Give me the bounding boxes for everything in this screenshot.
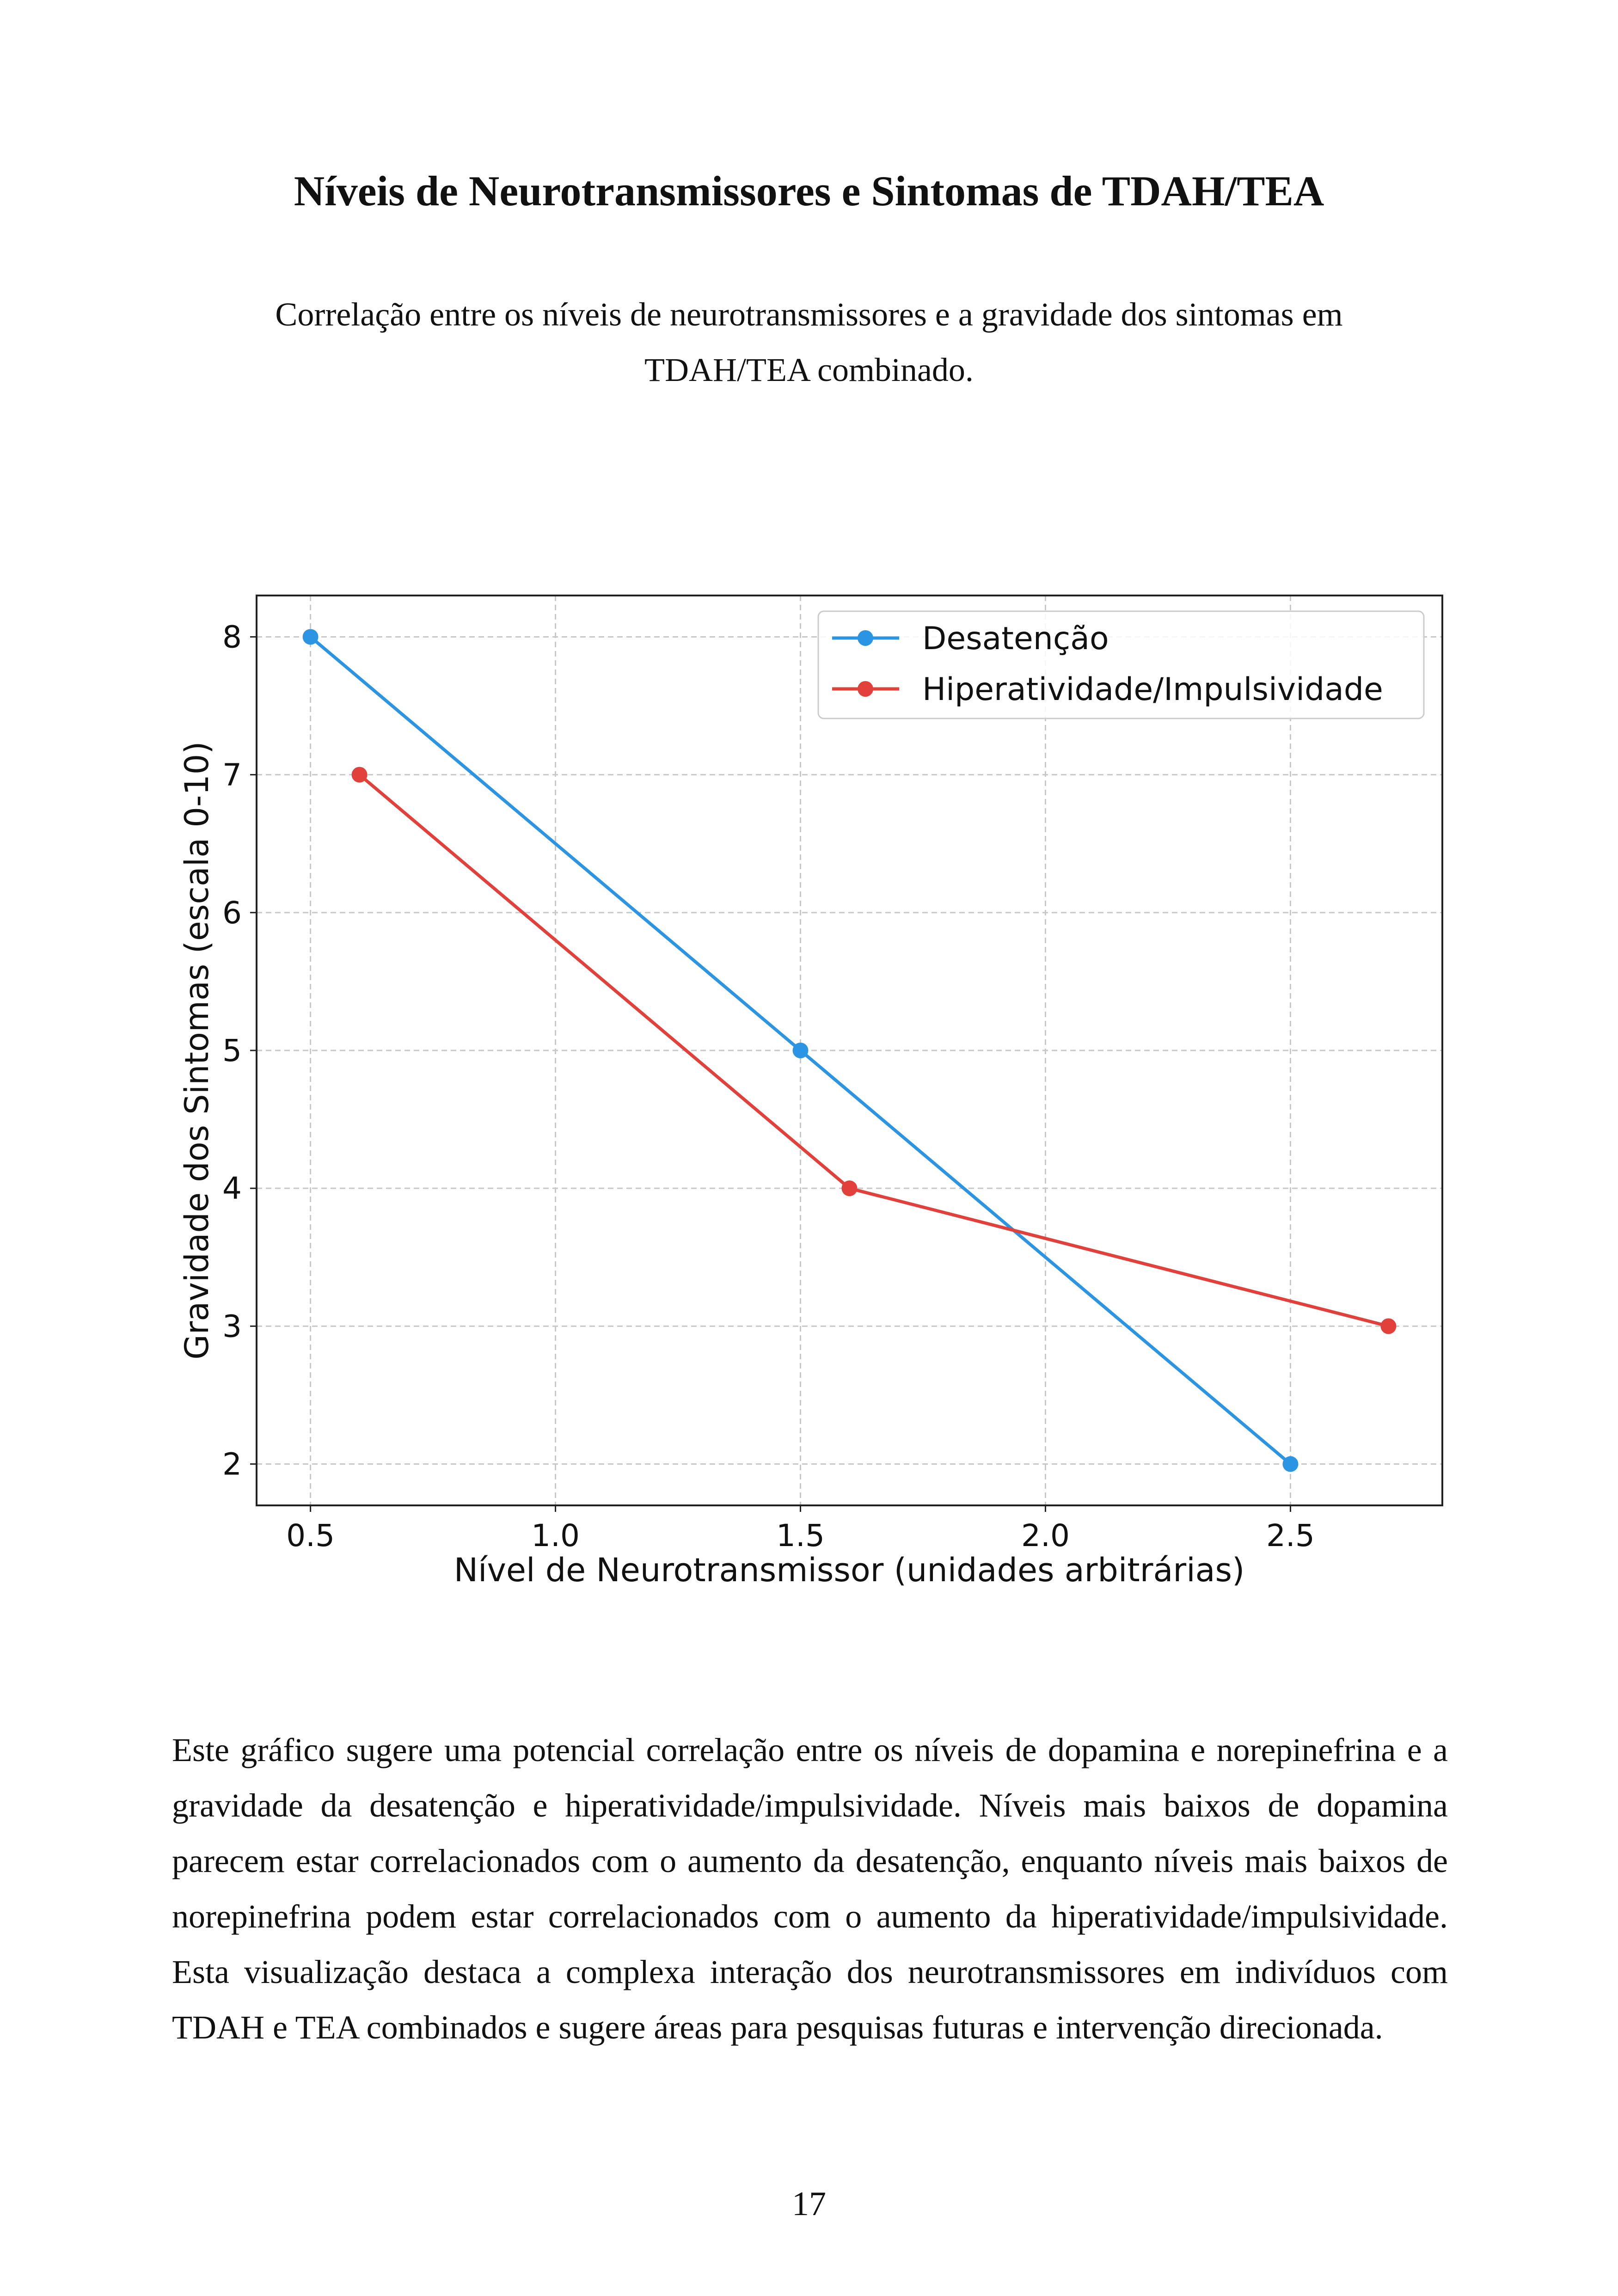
- y-tick-label: 3: [222, 1308, 242, 1344]
- y-tick-label: 2: [222, 1446, 242, 1482]
- figure-caption: Correlação entre os níveis de neurotransmissores e a gravidade dos sintomas em TDAH/TEA combinado.: [275, 296, 1343, 388]
- legend-label: Desatenção: [922, 620, 1109, 657]
- x-tick-label: 2.5: [1266, 1518, 1315, 1553]
- figure-heading: Níveis de Neurotransmissores e Sintomas de TDAH/TEA: [294, 167, 1324, 215]
- series-line-2: [360, 775, 1389, 1326]
- body-paragraph: Este gráfico sugere uma potencial correlação entre os níveis de dopamina e norepinefrina e a gravidade da desatenção e hiperatividade/impulsividade. Níveis mais baixos de dopamina parecem estar correlacionados com o aumento da desatenção, enquanto níveis mais baixos de norepinefrina podem estar correlacionados com o aumento da hiperatividade/impulsividade. Esta visualização destaca a complexa interação dos neurotransmissores em indivíduos com TDAH e TEA combinados e sugere áreas para pesquisas futuras e intervenção direcionada.: [172, 1731, 1448, 2046]
- data-point: [1282, 1456, 1298, 1472]
- data-point: [303, 629, 319, 645]
- chart-grid: [257, 595, 1442, 1505]
- x-tick-label: 1.5: [776, 1518, 825, 1553]
- y-tick-label: 5: [222, 1033, 242, 1068]
- legend-swatch-marker: [858, 681, 873, 697]
- x-tick-label: 2.0: [1021, 1518, 1070, 1553]
- legend-swatch-marker: [858, 630, 873, 646]
- legend-label: Hiperatividade/Impulsividade: [922, 671, 1383, 708]
- y-tick-label: 4: [222, 1171, 242, 1207]
- data-point: [793, 1043, 809, 1058]
- data-point: [1380, 1318, 1396, 1334]
- chart-ticks: [222, 619, 1315, 1553]
- y-axis-label: Gravidade dos Sintomas (escala 0-10): [178, 741, 216, 1360]
- y-tick-label: 7: [222, 757, 242, 793]
- data-point: [352, 767, 368, 783]
- data-point: [842, 1180, 858, 1196]
- x-axis-label: Nível de Neurotransmissor (unidades arbitrárias): [454, 1551, 1245, 1589]
- y-tick-label: 6: [222, 895, 242, 931]
- chart-legend: [818, 611, 1424, 718]
- x-tick-label: 0.5: [286, 1518, 335, 1553]
- y-tick-label: 8: [222, 619, 242, 655]
- x-tick-label: 1.0: [531, 1518, 580, 1553]
- page-number: 17: [792, 2185, 826, 2223]
